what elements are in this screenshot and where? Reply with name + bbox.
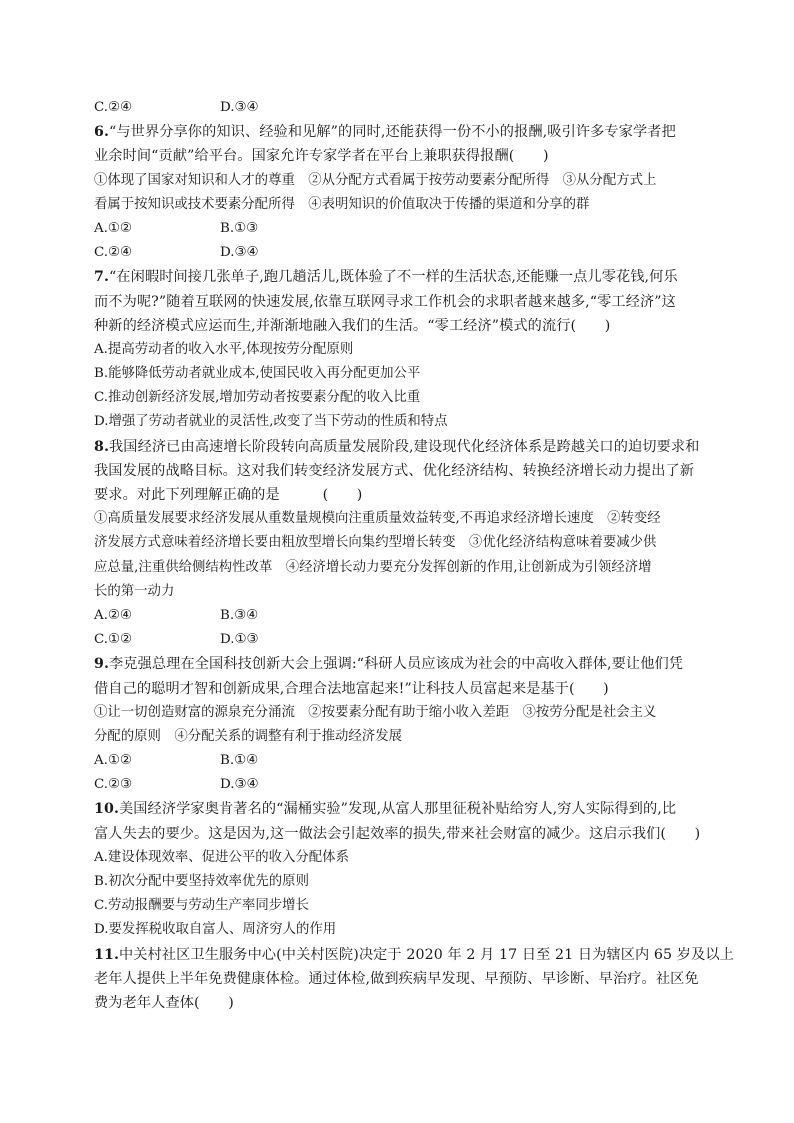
option-b: B.①④ <box>220 753 259 769</box>
statement-line: ①体现了国家对知识和人才的尊重 ②从分配方式看属于按劳动要素分配所得 ③从分配方式上 <box>94 172 657 188</box>
question-number: 6. <box>94 124 110 141</box>
question-stem-line: 老年人提供上半年免费健康体检。通过体检,做到疾病早发现、早预防、早诊断、早治疗。社区免 <box>94 970 699 987</box>
statement-line: 分配的原则 ④分配关系的调整有利于推动经济发展 <box>94 728 402 744</box>
option-d: D.增强了劳动者就业的灵活性,改变了当下劳动的性质和特点 <box>94 414 448 430</box>
question-11 <box>94 943 734 1016</box>
option-d: D.③④ <box>220 777 259 793</box>
option-d: D.要发挥税收取自富人、周济穷人的作用 <box>94 922 337 938</box>
question-stem-line: 费为老年人查体( ) <box>94 994 234 1011</box>
options-row <box>94 217 698 241</box>
question-list <box>94 96 734 1015</box>
option-d: D.③④ <box>220 245 259 261</box>
question-stem-line: 8.我国经济已由高速增长阶段转向高质量发展阶段,建设现代化经济体系是跨越关口的迫切要求和 <box>94 438 700 455</box>
options-row <box>94 628 698 652</box>
option-c: C.②④ <box>94 245 133 261</box>
option-a: A.①② <box>94 220 132 236</box>
option-d: D.①③ <box>220 632 259 648</box>
options-row <box>94 96 698 120</box>
question-stem-line: 富人失去的要少。这是因为,这一做法会引起效率的损失,带来社会财富的减少。这启示我们( ) <box>94 825 701 842</box>
statement-line: 长的第一动力 <box>94 583 175 599</box>
question-stem-line: 10.美国经济学家奥肯著名的“漏桶实验”发现,从富人那里征税补贴给穷人,穷人实际得到的,比 <box>94 801 677 818</box>
option-c: C.劳动报酬要与劳动生产率同步增长 <box>94 898 309 914</box>
options-row <box>94 241 698 265</box>
question-number: 7. <box>94 269 110 286</box>
statement-line: 应总量,注重供给侧结构性改革 ④经济增长动力要充分发挥创新的作用,让创新成为引领经济增 <box>94 559 652 575</box>
question-10 <box>94 797 701 942</box>
question-stem-line: 11.中关村社区卫生服务中心(中关村医院)决定于 2020 年 2 月 17 日至 21 日为辖区内 65 岁及以上 <box>94 946 734 963</box>
question-6 <box>94 120 698 265</box>
question-stem-line: 业余时间“贡献”给平台。国家允许专家学者在平台上兼职获得报酬( ) <box>94 148 549 165</box>
question-stem-line: 而不为呢?”随着互联网的快速发展,依靠互联网寻求工作机会的求职者越来越多,“零工经济”这 <box>94 293 676 310</box>
option-b: B.能够降低劳动者就业成本,使国民收入再分配更加公平 <box>94 366 421 382</box>
option-a: A.提高劳动者的收入水平,体现按劳分配原则 <box>94 341 354 357</box>
option-b: B.③④ <box>220 607 259 623</box>
statement-line: ①让一切创造财富的源泉充分涌流 ②按要素分配有助于缩小收入差距 ③按劳分配是社会主义 <box>94 704 657 720</box>
question-9 <box>94 652 698 797</box>
option-a: A.建设体现效率、促进公平的收入分配体系 <box>94 849 349 865</box>
question-stem-line: 我国发展的战略目标。这对我们转变经济发展方式、优化经济结构、转换经济增长动力提出了新 <box>94 462 695 479</box>
option-c: C.①② <box>94 632 133 648</box>
question-number: 10. <box>94 801 119 818</box>
question-stem-line: 种新的经济模式应运而生,并渐渐地融入我们的生活。“零工经济”模式的流行( ) <box>94 317 611 334</box>
question-stem-line: 借自己的聪明才智和创新成果,合理合法地富起来!”让科技人员富起来是基于( ) <box>94 680 609 697</box>
option-c: C.推动创新经济发展,增加劳动者按要素分配的收入比重 <box>94 390 421 406</box>
options-row <box>94 604 698 628</box>
statement-line: 看属于按知识或技术要素分配所得 ④表明知识的价值取决于传播的渠道和分享的群 <box>94 196 590 212</box>
question-stem-line: 要求。对此下列理解正确的是 ( ) <box>94 487 363 503</box>
option-c: C.②④ <box>94 100 133 115</box>
option-c: C.②③ <box>94 777 133 793</box>
statement-line: ①高质量发展要求经济发展从重数量规模向注重质量效益转变,不再追求经济增长速度 ②转变经 <box>94 511 661 527</box>
question-number: 9. <box>94 656 110 673</box>
options-row <box>94 773 698 797</box>
question-number: 8. <box>94 438 110 455</box>
options-row <box>94 749 698 773</box>
question-number: 11. <box>94 946 119 963</box>
statement-line: 济发展方式意味着经济增长要由粗放型增长向集约型增长转变 ③优化经济结构意味着要减少供 <box>94 535 657 551</box>
option-a: A.②④ <box>94 607 132 623</box>
question-stem-line: 9.李克强总理在全国科技创新大会上强调:“科研人员应该成为社会的中高收入群体,要让他们凭 <box>94 656 684 673</box>
question-8 <box>94 435 698 653</box>
question-stem-line: 7.“在闲暇时间接几张单子,跑几趟活儿,既体验了不一样的生活状态,还能赚一点儿零花钱,何乐 <box>94 269 678 286</box>
option-b: B.初次分配中要坚持效率优先的原则 <box>94 874 309 889</box>
question-stem-line: 6.“与世界分享你的知识、经验和见解”的同时,还能获得一份不小的报酬,吸引许多专家学者把 <box>94 124 676 141</box>
option-d: D.③④ <box>220 100 259 115</box>
question-7 <box>94 265 698 434</box>
option-b: B.①③ <box>220 220 259 236</box>
option-a: A.①② <box>94 753 132 769</box>
